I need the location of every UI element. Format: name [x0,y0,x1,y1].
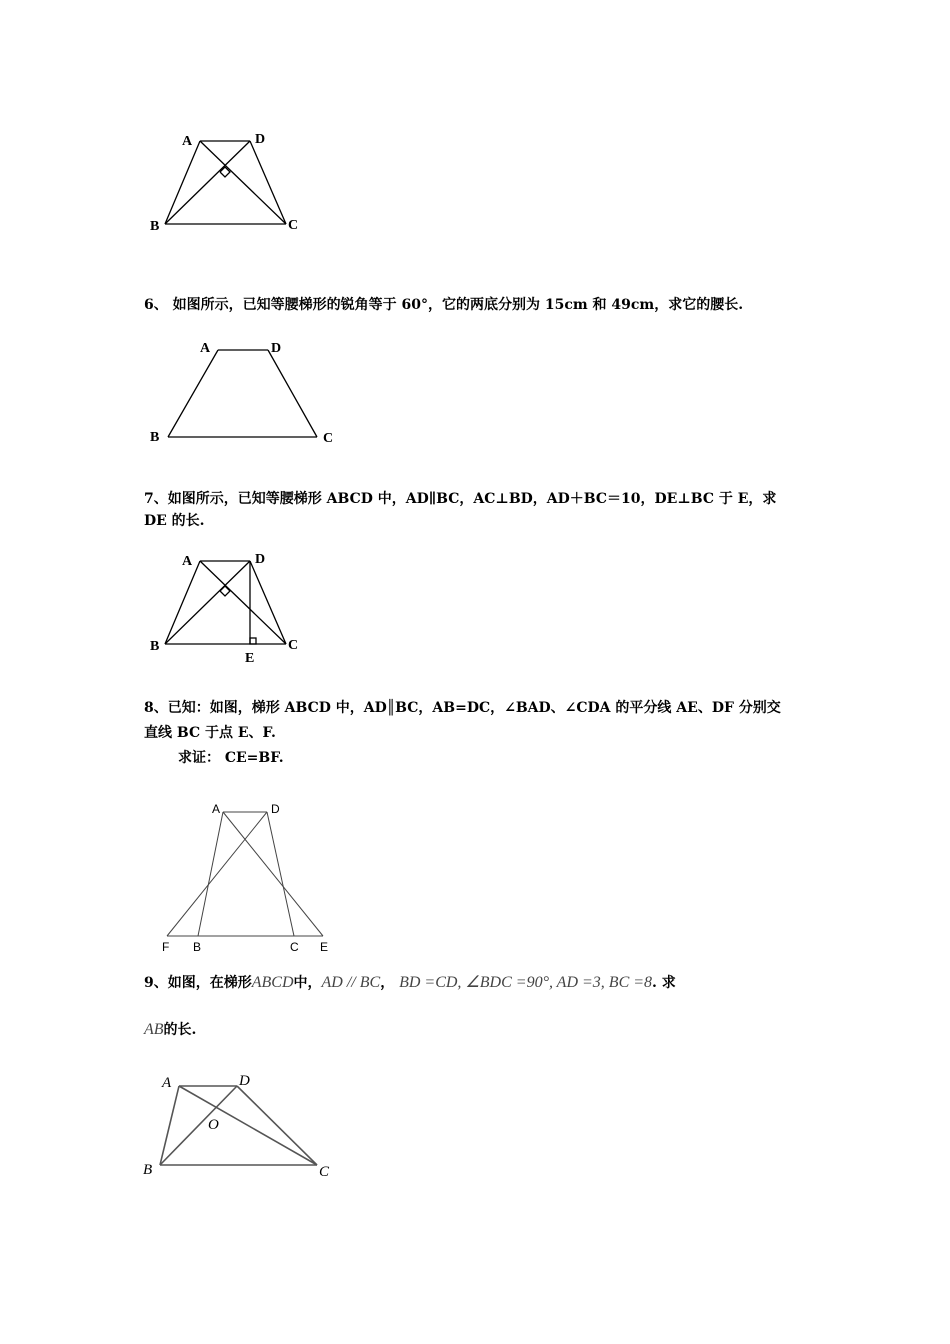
label-B: B [150,430,160,445]
label-A: A [200,341,211,356]
question-9-line-2 [144,1019,809,1041]
question-9-zhong: 中， [293,975,322,991]
math-AB: AB [144,1021,164,1038]
figure-q6-trapezoid [140,335,340,450]
question-8-line-3: 求证： CE=BF. [178,750,284,766]
question-9-prefix: 9、如图，在梯形 [144,975,252,991]
label-B: B [193,940,202,954]
question-8-line-1: 8、已知：如图，梯形 ABCD 中，AD║BC，AB=DC，∠BAD、∠CDA 的平分线 AE、DF 分别交 [144,700,781,716]
label-D: D [271,802,280,816]
label-E: E [245,651,255,666]
question-7-line-1: 7、如图所示，已知等腰梯形 ABCD 中，AD∥BC，AC⊥BD，AD＋BC＝10，DE⊥BC 于 E，求 [144,491,777,507]
question-9-tail: 的长. [163,1022,197,1038]
question-7-line-2: DE 的长. [144,513,205,529]
question-9-suffix: . 求 [652,975,676,991]
math-parallel: AD // BC [321,974,381,991]
label-A: A [182,134,193,149]
label-B: B [150,639,160,654]
figure-q9-trapezoid [140,1068,340,1183]
label-C: C [288,218,299,233]
label-D: D [255,552,266,567]
label-A: A [212,802,221,816]
label-O: O [208,1117,219,1133]
math-conditions: BD =CD, ∠BDC =90°, AD =3, BC =8 [399,974,653,991]
question-6 [144,294,809,316]
question-7 [144,488,809,532]
figure-q8-trapezoid [150,795,350,960]
label-E: E [320,940,329,954]
label-A: A [162,1075,172,1091]
label-C: C [323,431,334,446]
label-C: C [288,638,299,653]
figure-q5-trapezoid [140,125,320,240]
label-B: B [143,1162,153,1178]
label-D: D [255,132,266,147]
label-D: D [239,1073,250,1089]
figure-q7-trapezoid [140,545,320,670]
label-C: C [319,1164,330,1180]
label-D: D [271,341,282,356]
question-9-line-1 [144,972,809,994]
question-9-sep: ， [380,975,395,991]
label-F: F [162,940,170,954]
question-8-line-2: 直线 BC 于点 E、F. [144,725,276,741]
math-ABCD: ABCD [251,974,294,991]
label-A: A [182,554,193,569]
label-B: B [150,219,160,234]
label-C: C [290,940,299,954]
question-8 [144,696,809,771]
question-6-text: 6、 如图所示，已知等腰梯形的锐角等于 60°，它的两底分别为 15cm 和 49cm，求它的腰长. [144,297,744,313]
question-9 [144,972,809,1041]
